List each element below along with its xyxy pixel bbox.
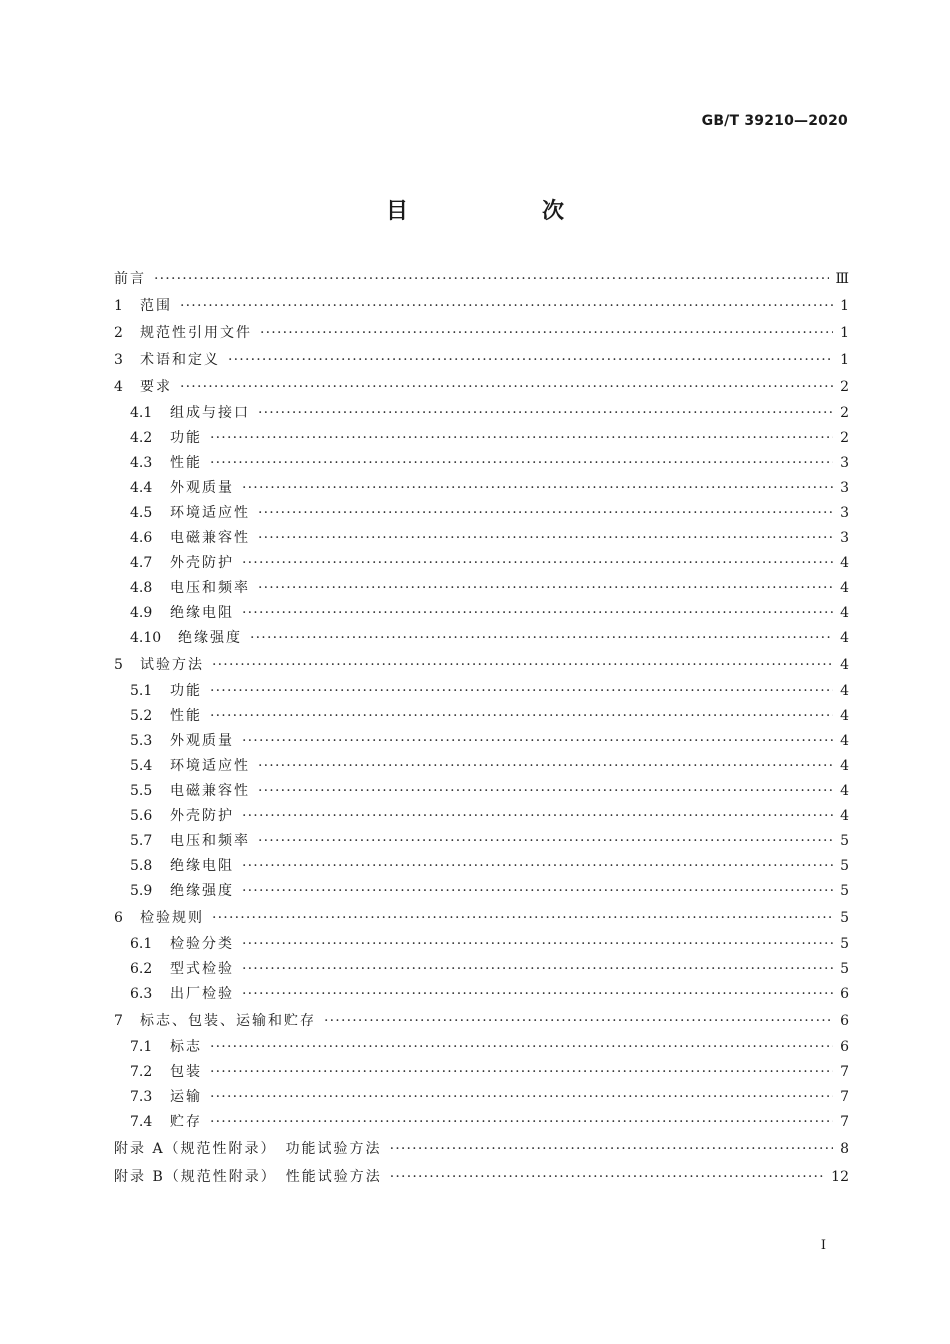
dot-leader [154,272,829,286]
dot-leader [242,606,833,620]
toc-entry-number: 4.8 [130,580,153,596]
dot-leader [212,658,833,672]
toc-entry-label: 术语和定义 [140,352,220,368]
page-number: Ⅰ [820,1238,826,1253]
page-title: 目 次 [385,199,620,224]
toc-entry-number: 5.3 [130,733,153,749]
toc-entry-label: 附录 A（规范性附录） 功能试验方法 [114,1141,382,1157]
toc-entry[interactable] [114,581,849,595]
toc-entry-label: 绝缘强度 [170,883,234,899]
toc-entry[interactable] [114,556,849,570]
toc-entry[interactable] [114,987,849,1001]
toc-entry-label: 试验方法 [140,657,204,673]
toc-entry-label: 绝缘电阻 [170,858,234,874]
dot-leader [258,581,833,595]
toc-entry-label: 环境适应性 [170,758,250,774]
dot-leader [242,962,833,976]
toc-entry-number: 5.8 [130,858,153,874]
dot-leader [390,1142,833,1156]
dot-leader [260,326,833,340]
toc-entry-label: 绝缘强度 [178,630,242,646]
dot-leader [210,684,833,698]
toc-entry-label: 电磁兼容性 [170,783,250,799]
dot-leader [210,456,833,470]
dot-leader [210,1090,833,1104]
toc-entry[interactable] [114,784,849,798]
toc-entry-label: 外壳防护 [170,555,234,571]
dot-leader [258,506,833,520]
toc-entry[interactable] [114,911,849,925]
toc-entry-number: 5.5 [130,783,153,799]
toc-entry[interactable] [114,962,849,976]
dot-leader [242,937,833,951]
dot-leader [210,709,833,723]
toc-entry[interactable] [114,456,849,470]
toc-entry-label: 检验分类 [170,936,234,952]
toc-entry-page: 8 [840,1141,849,1157]
toc-entry-label: 外壳防护 [170,808,234,824]
toc-entry-number: 6.3 [130,986,153,1002]
toc-entry-page: 4 [840,733,849,749]
toc-entry-page: 7 [840,1064,849,1080]
toc-entry-number: 4.9 [130,605,153,621]
toc-entry-number: 5.4 [130,758,153,774]
toc-entry-page: 4 [840,555,849,571]
toc-entry-page: 1 [840,325,849,341]
toc-entry-number: 7.2 [130,1064,153,1080]
dot-leader [212,911,833,925]
toc-entry-label: 附录 B（规范性附录） 性能试验方法 [114,1169,382,1185]
toc-entry-page: 4 [840,758,849,774]
toc-entry-page: 5 [840,833,849,849]
toc-entry-number: 5.1 [130,683,153,699]
toc-entry[interactable] [114,272,849,286]
toc-entry-page: 6 [840,986,849,1002]
toc-entry[interactable] [114,1065,849,1079]
toc-entry[interactable] [114,380,849,394]
toc-entry-label: 绝缘电阻 [170,605,234,621]
toc-entry[interactable] [114,884,849,898]
toc-entry[interactable] [114,1170,849,1184]
toc-entry-page: 12 [831,1169,849,1185]
toc-entry-label: 组成与接口 [170,405,250,421]
toc-entry-page: 4 [840,630,849,646]
toc-entry[interactable] [114,684,849,698]
toc-entry-label: 电压和频率 [170,580,250,596]
toc-entry-number: 4.2 [130,430,153,446]
toc-entry[interactable] [114,631,849,645]
toc-entry[interactable] [114,481,849,495]
toc-entry[interactable] [114,406,849,420]
toc-entry-page: 5 [840,883,849,899]
toc-entry-label: 出厂检验 [170,986,234,1002]
dot-leader [258,406,833,420]
toc-entry-number: 7.4 [130,1114,153,1130]
toc-entry-label: 性能 [170,708,202,724]
toc-entry[interactable] [114,299,849,313]
dot-leader [242,481,833,495]
toc-entry-number: 4.3 [130,455,153,471]
toc-entry[interactable] [114,734,849,748]
toc-entry-label: 功能 [170,683,202,699]
toc-entry-number: 4.7 [130,555,153,571]
toc-entry-label: 功能 [170,430,202,446]
dot-leader [180,380,833,394]
toc-entry[interactable] [114,809,849,823]
dot-leader [242,987,833,1001]
toc-entry-label: 前言 [114,271,146,287]
toc-entry-number: 5.9 [130,883,153,899]
toc-entry-number: 6.2 [130,961,153,977]
toc-entry[interactable] [114,834,849,848]
toc-entry-page: 4 [840,580,849,596]
dot-leader [250,631,833,645]
dot-leader [242,556,833,570]
toc-entry-page: 1 [840,352,849,368]
dot-leader [242,859,833,873]
toc-entry-label: 标志、包装、运输和贮存 [140,1013,316,1029]
toc-entry-page: 5 [840,936,849,952]
toc-entry[interactable] [114,1142,849,1156]
toc-entry[interactable] [114,859,849,873]
toc-entry-label: 范围 [140,298,172,314]
toc-entry-number: 7.3 [130,1089,153,1105]
dot-leader [390,1170,825,1184]
dot-leader [180,299,833,313]
dot-leader [242,809,833,823]
dot-leader [242,734,833,748]
toc-entry-number: 5.2 [130,708,153,724]
toc-entry-number: 5.7 [130,833,153,849]
toc-entry-page: 4 [840,808,849,824]
toc-entry-page: 4 [840,605,849,621]
toc-entry-page: 6 [840,1013,849,1029]
toc-entry-label: 标志 [170,1039,202,1055]
toc-entry-page: 4 [840,683,849,699]
dot-leader [258,531,833,545]
toc-entry-number: 2 [114,325,123,341]
toc-entry-number: 7 [114,1013,123,1029]
toc-entry-label: 电压和频率 [170,833,250,849]
toc-entry[interactable] [114,1115,849,1129]
toc-entry-page: 4 [840,708,849,724]
toc-entry-page: 5 [840,858,849,874]
toc-entry-label: 规范性引用文件 [140,325,252,341]
toc-entry-number: 7.1 [130,1039,153,1055]
toc-entry-number: 4.5 [130,505,153,521]
toc-entry-page: 3 [840,455,849,471]
toc-entry[interactable] [114,606,849,620]
dot-leader [324,1014,833,1028]
toc-entry[interactable] [114,937,849,951]
toc-entry-label: 运输 [170,1089,202,1105]
toc-entry-page: 5 [840,961,849,977]
toc-entry-label: 环境适应性 [170,505,250,521]
toc-entry-label: 外观质量 [170,733,234,749]
toc-entry-label: 检验规则 [140,910,204,926]
toc-entry-number: 1 [114,298,123,314]
toc-entry-page: 5 [840,910,849,926]
toc-entry[interactable] [114,1090,849,1104]
toc-entry-page: 3 [840,505,849,521]
toc-entry-page: 2 [840,430,849,446]
toc-entry-page: 2 [840,379,849,395]
toc-entry-page: 3 [840,530,849,546]
toc-entry[interactable] [114,326,849,340]
toc-entry-number: 5.6 [130,808,153,824]
toc-entry-label: 外观质量 [170,480,234,496]
toc-entry-label: 贮存 [170,1114,202,1130]
toc-entry-page: 4 [840,783,849,799]
toc-entry-number: 4.1 [130,405,153,421]
toc-entry-page: 7 [840,1114,849,1130]
dot-leader [258,834,833,848]
toc-entry-label: 性能 [170,455,202,471]
toc-entry-number: 4.10 [130,630,162,646]
toc-entry-page: Ⅲ [835,271,849,287]
toc-entry-number: 3 [114,352,123,368]
toc-entry-page: 6 [840,1039,849,1055]
toc-entry-number: 4.6 [130,530,153,546]
dot-leader [210,1040,833,1054]
toc-entry-page: 3 [840,480,849,496]
dot-leader [228,353,833,367]
dot-leader [210,431,833,445]
toc-entry[interactable] [114,759,849,773]
toc-entry[interactable] [114,1014,849,1028]
dot-leader [242,884,833,898]
toc-entry-label: 电磁兼容性 [170,530,250,546]
toc-entry-number: 6.1 [130,936,153,952]
toc-entry-label: 包装 [170,1064,202,1080]
toc-entry-number: 6 [114,910,123,926]
toc-entry[interactable] [114,353,849,367]
dot-leader [210,1065,833,1079]
toc-entry-page: 2 [840,405,849,421]
dot-leader [210,1115,833,1129]
toc-entry-label: 型式检验 [170,961,234,977]
toc-entry-page: 4 [840,657,849,673]
toc-entry[interactable] [114,1040,849,1054]
toc-entry[interactable] [114,709,849,723]
toc-entry-number: 4.4 [130,480,153,496]
toc-entry-page: 1 [840,298,849,314]
toc-entry-number: 5 [114,657,123,673]
dot-leader [258,784,833,798]
standard-code: GB/T 39210—2020 [701,113,848,129]
toc-entry-page: 7 [840,1089,849,1105]
toc-entry-label: 要求 [140,379,172,395]
toc-entry[interactable] [114,431,849,445]
toc-entry[interactable] [114,658,849,672]
toc-entry-number: 4 [114,379,123,395]
toc-entry[interactable] [114,531,849,545]
toc-entry[interactable] [114,506,849,520]
dot-leader [258,759,833,773]
